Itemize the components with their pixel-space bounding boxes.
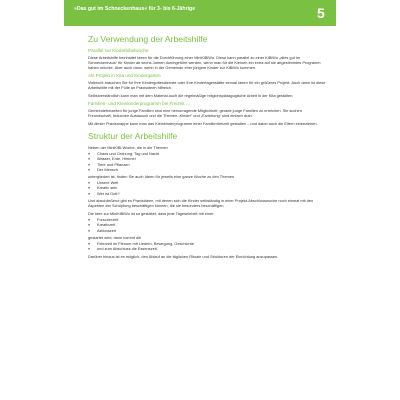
section-title-usage: Zu Verwendung der Arbeitshilfe xyxy=(88,34,208,44)
bullet-icon: » xyxy=(88,185,91,191)
paragraph-weeks-intro: untergliedert ist, finden Sie auch Ideen für jeweils eine ganze Woche zu den Themen xyxy=(88,174,235,180)
bullet-icon: » xyxy=(88,240,91,246)
list-item: » Kreativ sein xyxy=(88,185,118,191)
list-item: » Wasser, Erde, Himmel xyxy=(88,156,136,162)
paragraph-parallel: Diese Arbeitshilfe beinhaltet Ideen für die Durchführung einer MiniKiBiWo. Diese kann parallel zu einer KiBiWo „alles gut im Schneckenhaus“ für Kinder ab sechs Jahren durchgeführt werden, wenn man für die Kleinen ein extra auf sie abgestimmtes Programm haben möchte. Aber auch dann, wenn in der Gemeinde eher jüngere Kinder zur KiBiWo kommen. xyxy=(88,55,321,70)
subheading-family: Familien- und Kleinkinderprogramm bei Freizeit … xyxy=(88,101,191,106)
bullet-icon: » xyxy=(88,222,91,228)
list-item: » Forscherzeit xyxy=(88,217,119,223)
weeks-list xyxy=(88,180,326,196)
phases-list xyxy=(88,217,326,233)
bullet-icon: » xyxy=(88,161,91,167)
page-content xyxy=(88,34,326,262)
header-title: »Das gut im Schneckenhaus« für 3- bis 6-Jährige xyxy=(74,6,196,12)
bullet-icon: » xyxy=(88,151,91,156)
bullet-icon: » xyxy=(88,166,91,172)
paragraph-kita-1: Vielleicht brauchen Sie für Ihre Kindergottesdienste oder Ihre Kindertagesstätte einmal Ideen für ein größeres Projekt. Auch dann ist diese Arbeitshilfe mit der Fülle an Praxisideen hilfreich. xyxy=(88,80,326,90)
paragraph-then-comes: gestartet wird, dann kommt die xyxy=(88,234,142,240)
list-item: » Der Mensch xyxy=(88,166,118,172)
list-item: » Chaos und Ordnung, Tag und Nacht xyxy=(88,151,160,156)
list-item: » Wer ist Gott? xyxy=(88,190,120,196)
subheading-parallel: Parallel zur Kinderbibelwoche xyxy=(88,48,149,53)
header-bar xyxy=(64,0,336,26)
endings-list xyxy=(88,241,326,252)
bullet-icon: » xyxy=(88,217,91,223)
paragraph-daily-unit: Die Idee zur MiniKiBiWo ist so gestaltet, dass jede Tageseinheit mit einer xyxy=(88,211,214,217)
bullet-icon: » xyxy=(88,156,91,162)
bullet-icon: » xyxy=(88,180,91,186)
list-item: » Aktionszeit xyxy=(88,227,116,233)
list-item: » Feierzeit im Plenum mit Liedern, Bewegung, Geschichte xyxy=(88,240,194,246)
paragraph-family-2: Mit dieser Praxismappe kann man das Kleinkinderprogramm einer Familienfreizeit gestalten – und dabei auch die Eltern einbeziehen. xyxy=(88,121,318,126)
paragraph-rituals: Darüber hinaus ist es möglich, den Ablauf an die täglichen Rituale und Strukturen der Einrichtung anzupassen. xyxy=(88,253,279,259)
bullet-icon: » xyxy=(88,227,91,233)
list-item: » Kreativzeit xyxy=(88,222,116,228)
paragraph-structure-intro: Neben der MiniKiBi-Woche, die in die Themen xyxy=(88,145,168,150)
list-item: » Unsere Welt xyxy=(88,180,119,186)
paragraph-family-1: Gemeindefreizeiten für junge Familien sind eine hervorragende Möglichkeit, gerade junge Familien zu erreichen. Sie suchen Freundschaft, brauchen Austausch und die Themen „Kinder“ und „Erziehung“ sind einfach dran. xyxy=(88,108,302,118)
paragraph-project-week: Und abschließend gibt es Praxisideen, mit denen sich die Kinder selbständig in einer Projekt-Abschlusswoche noch einmal mit den Aspekten der Schöpfung beschäftigen können, die sie besonders beschäftigen. xyxy=(88,198,314,209)
bullet-icon: » xyxy=(88,246,91,252)
paragraph-kita-2: Selbstverständlich kann man mit dem Material auch die regelmäßige religionspädagogische Arbeit in der Kita gestalten. xyxy=(88,93,294,98)
list-item: » Tiere und Pflanzen xyxy=(88,161,130,167)
bullet-icon: » xyxy=(88,190,91,196)
page-number: 5 xyxy=(317,5,325,21)
section-title-structure: Struktur der Arbeitshilfe xyxy=(88,131,178,141)
themes-list xyxy=(88,151,326,172)
subheading-kita: Als Projekt in Kita und Kindergarten xyxy=(88,73,161,78)
list-item: » und zum Abschluss die Essenszeit. xyxy=(88,246,158,252)
